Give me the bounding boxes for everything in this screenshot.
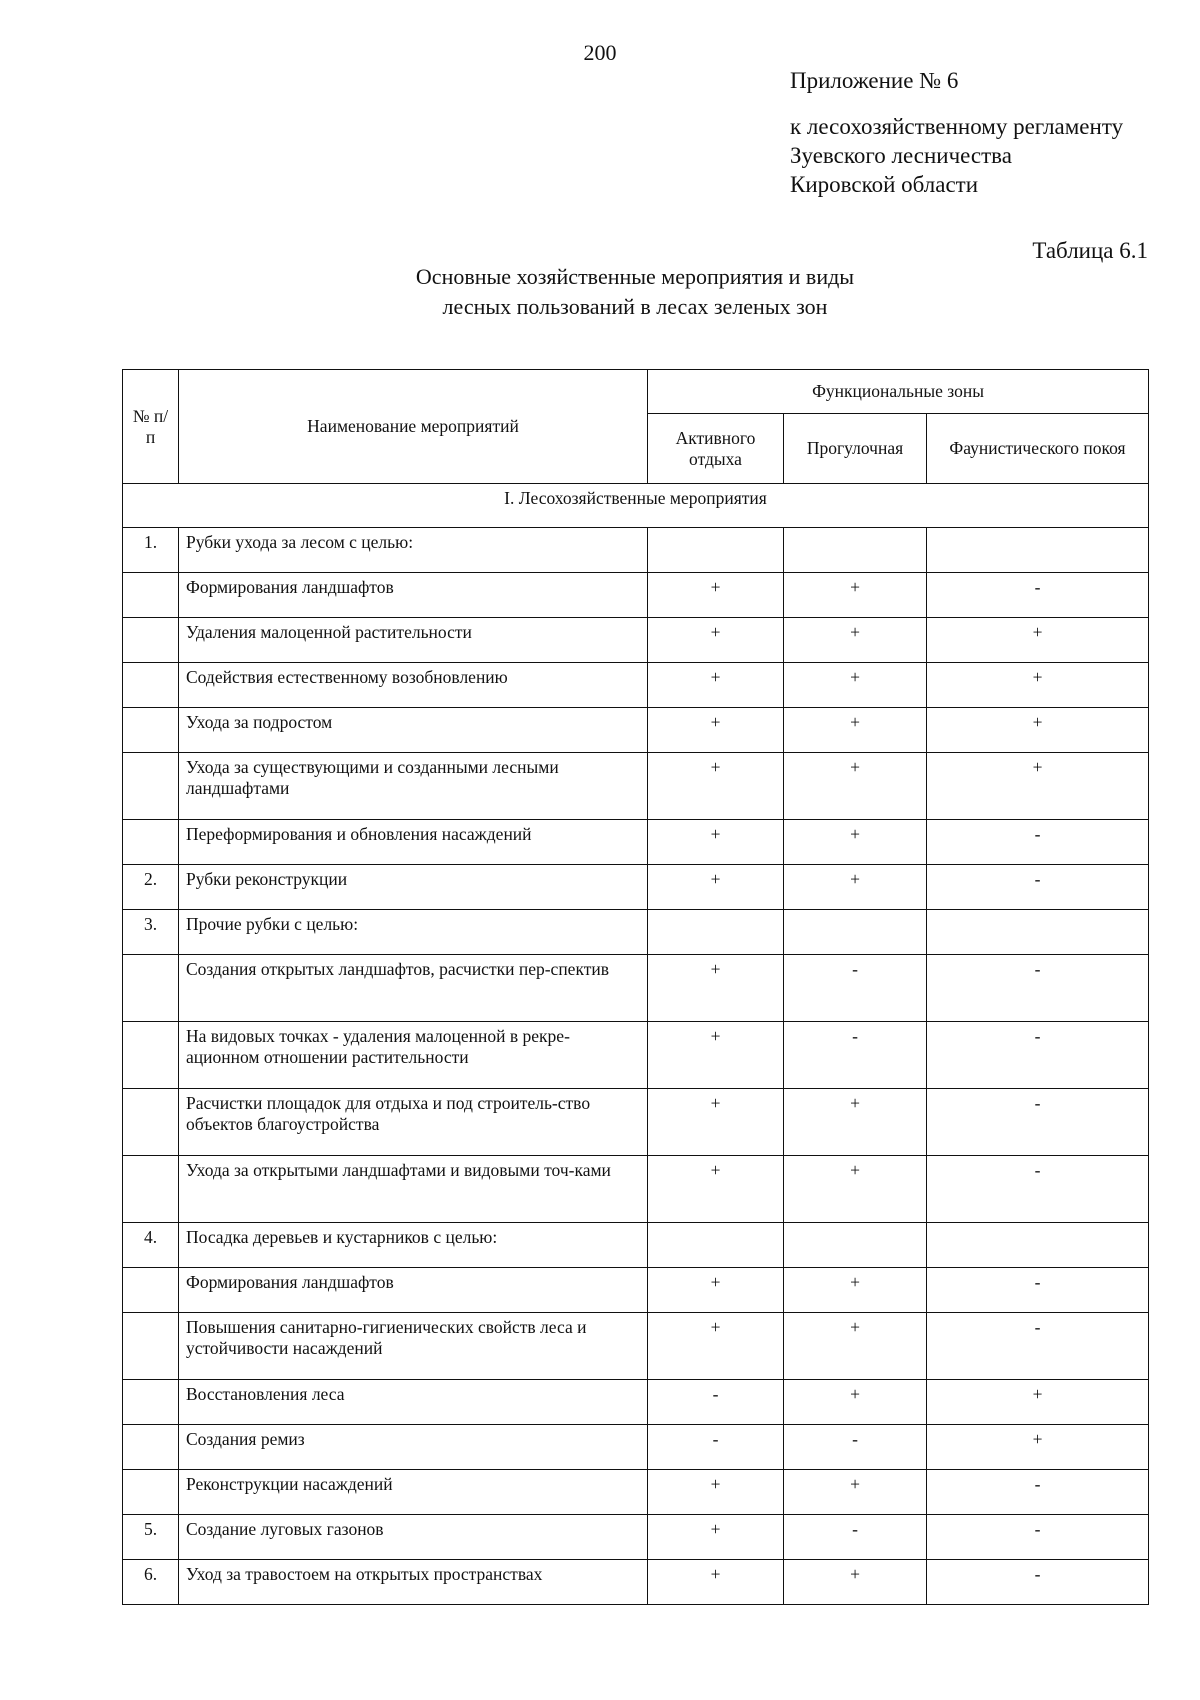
measure-name: Восстановления леса xyxy=(179,1380,648,1425)
appendix-line: Кировской области xyxy=(790,172,979,197)
mark-active-zone: + xyxy=(648,1470,784,1515)
header-zones: Функциональные зоны xyxy=(648,370,1149,414)
measure-name: Прочие рубки с целью: xyxy=(179,910,648,955)
header-zone-active: Активного отдыха xyxy=(648,414,784,484)
table-row xyxy=(123,1089,1149,1156)
table-row xyxy=(123,1380,1149,1425)
mark-fauna-zone: - xyxy=(927,865,1149,910)
row-number: 1. xyxy=(123,528,179,573)
table-row xyxy=(123,1223,1149,1268)
mark-walk-zone: + xyxy=(784,820,927,865)
row-number xyxy=(123,1156,179,1223)
mark-active-zone: + xyxy=(648,865,784,910)
table-row xyxy=(123,820,1149,865)
mark-walk-zone: + xyxy=(784,1560,927,1605)
row-number xyxy=(123,820,179,865)
mark-active-zone: + xyxy=(648,955,784,1022)
table-row xyxy=(123,1022,1149,1089)
measure-name: На видовых точках - удаления малоценной в рекре-ационном отношении растительности xyxy=(179,1022,648,1089)
mark-fauna-zone: - xyxy=(927,820,1149,865)
measures-table xyxy=(122,369,1149,1605)
mark-fauna-zone: - xyxy=(927,1268,1149,1313)
mark-active-zone: + xyxy=(648,1313,784,1380)
appendix-header xyxy=(790,66,1123,199)
measure-name: Рубки реконструкции xyxy=(179,865,648,910)
mark-walk-zone: + xyxy=(784,1156,927,1223)
mark-fauna-zone: - xyxy=(927,955,1149,1022)
row-number: 6. xyxy=(123,1560,179,1605)
header-name: Наименование мероприятий xyxy=(179,370,648,484)
table-row xyxy=(123,753,1149,820)
mark-fauna-zone: - xyxy=(927,1515,1149,1560)
mark-walk-zone: + xyxy=(784,865,927,910)
mark-walk-zone: + xyxy=(784,1470,927,1515)
mark-fauna-zone: + xyxy=(927,1425,1149,1470)
row-number: 3. xyxy=(123,910,179,955)
table-row xyxy=(123,1313,1149,1380)
measure-name: Расчистки площадок для отдыха и под строитель-ство объектов благоустройства xyxy=(179,1089,648,1156)
mark-fauna-zone xyxy=(927,1223,1149,1268)
mark-active-zone xyxy=(648,1223,784,1268)
mark-fauna-zone: + xyxy=(927,663,1149,708)
mark-fauna-zone: + xyxy=(927,618,1149,663)
mark-walk-zone: - xyxy=(784,1515,927,1560)
mark-fauna-zone: - xyxy=(927,1560,1149,1605)
mark-fauna-zone: - xyxy=(927,1089,1149,1156)
header-zone-fauna: Фаунистического покоя xyxy=(927,414,1149,484)
appendix-title: Приложение № 6 xyxy=(790,68,959,93)
mark-fauna-zone: + xyxy=(927,708,1149,753)
table-label: Таблица 6.1 xyxy=(1032,238,1148,263)
mark-active-zone: + xyxy=(648,1156,784,1223)
row-number xyxy=(123,955,179,1022)
table-row xyxy=(123,865,1149,910)
measure-name: Реконструкции насаждений xyxy=(179,1470,648,1515)
row-number xyxy=(123,1313,179,1380)
measure-name: Переформирования и обновления насаждений xyxy=(179,820,648,865)
table-row xyxy=(123,1425,1149,1470)
table-row xyxy=(123,1156,1149,1223)
row-number: 5. xyxy=(123,1515,179,1560)
header-num: № п/п xyxy=(123,370,179,484)
title-line: Основные хозяйственные мероприятия и виды xyxy=(415,264,855,289)
table-row xyxy=(123,663,1149,708)
mark-fauna-zone: - xyxy=(927,573,1149,618)
measure-name: Создания ремиз xyxy=(179,1425,648,1470)
mark-active-zone: + xyxy=(648,753,784,820)
measure-name: Создания открытых ландшафтов, расчистки пер-спектив xyxy=(179,955,648,1022)
appendix-line: Зуевского лесничества xyxy=(790,143,1012,168)
document-title xyxy=(300,262,970,322)
row-number xyxy=(123,1425,179,1470)
measure-name: Ухода за существующими и созданными лесными ландшафтами xyxy=(179,753,648,820)
measure-name: Создание луговых газонов xyxy=(179,1515,648,1560)
row-number xyxy=(123,573,179,618)
mark-active-zone: + xyxy=(648,1560,784,1605)
table-row xyxy=(123,528,1149,573)
measure-name: Ухода за подростом xyxy=(179,708,648,753)
section-title: I. Лесохозяйственные мероприятия xyxy=(123,484,1149,528)
mark-fauna-zone: - xyxy=(927,1022,1149,1089)
mark-fauna-zone: - xyxy=(927,1470,1149,1515)
mark-walk-zone: + xyxy=(784,1268,927,1313)
mark-active-zone: + xyxy=(648,708,784,753)
row-number: 2. xyxy=(123,865,179,910)
mark-fauna-zone: + xyxy=(927,1380,1149,1425)
row-number xyxy=(123,1470,179,1515)
mark-fauna-zone xyxy=(927,910,1149,955)
mark-walk-zone: + xyxy=(784,663,927,708)
row-number xyxy=(123,663,179,708)
mark-active-zone: + xyxy=(648,618,784,663)
appendix-line: к лесохозяйственному регламенту xyxy=(790,114,1124,139)
mark-active-zone: + xyxy=(648,663,784,708)
mark-active-zone: + xyxy=(648,573,784,618)
measure-name: Формирования ландшафтов xyxy=(179,573,648,618)
mark-walk-zone: - xyxy=(784,1022,927,1089)
table-row xyxy=(123,1268,1149,1313)
row-number xyxy=(123,1380,179,1425)
table-row xyxy=(123,618,1149,663)
row-number: 4. xyxy=(123,1223,179,1268)
mark-active-zone: + xyxy=(648,1022,784,1089)
mark-walk-zone: + xyxy=(784,753,927,820)
measure-name: Ухода за открытыми ландшафтами и видовыми точ-ками xyxy=(179,1156,648,1223)
mark-walk-zone: + xyxy=(784,618,927,663)
mark-walk-zone xyxy=(784,910,927,955)
row-number xyxy=(123,1022,179,1089)
mark-fauna-zone: - xyxy=(927,1313,1149,1380)
mark-active-zone: - xyxy=(648,1380,784,1425)
mark-active-zone: + xyxy=(648,1268,784,1313)
mark-active-zone: + xyxy=(648,1515,784,1560)
measure-name: Удаления малоценной растительности xyxy=(179,618,648,663)
mark-walk-zone xyxy=(784,528,927,573)
mark-fauna-zone: + xyxy=(927,753,1149,820)
table-row xyxy=(123,708,1149,753)
measure-name: Повышения санитарно-гигиенических свойств леса и устойчивости насаждений xyxy=(179,1313,648,1380)
table-row xyxy=(123,910,1149,955)
mark-active-zone: + xyxy=(648,820,784,865)
row-number xyxy=(123,708,179,753)
row-number xyxy=(123,618,179,663)
measure-name: Посадка деревьев и кустарников с целью: xyxy=(179,1223,648,1268)
mark-active-zone xyxy=(648,528,784,573)
mark-walk-zone xyxy=(784,1223,927,1268)
header-zone-walk: Прогулочная xyxy=(784,414,927,484)
table-row xyxy=(123,573,1149,618)
mark-walk-zone: + xyxy=(784,573,927,618)
measure-name: Содействия естественному возобновлению xyxy=(179,663,648,708)
table-row xyxy=(123,1470,1149,1515)
mark-active-zone xyxy=(648,910,784,955)
row-number xyxy=(123,1268,179,1313)
mark-walk-zone: - xyxy=(784,955,927,1022)
mark-walk-zone: + xyxy=(784,1380,927,1425)
table-row xyxy=(123,955,1149,1022)
mark-active-zone: + xyxy=(648,1089,784,1156)
table-row xyxy=(123,1515,1149,1560)
mark-walk-zone: + xyxy=(784,1313,927,1380)
mark-walk-zone: + xyxy=(784,1089,927,1156)
mark-walk-zone: + xyxy=(784,708,927,753)
measure-name: Рубки ухода за лесом с целью: xyxy=(179,528,648,573)
mark-active-zone: - xyxy=(648,1425,784,1470)
row-number xyxy=(123,1089,179,1156)
row-number xyxy=(123,753,179,820)
page-number: 200 xyxy=(583,40,617,65)
table-row xyxy=(123,1560,1149,1605)
mark-walk-zone: - xyxy=(784,1425,927,1470)
mark-fauna-zone: - xyxy=(927,1156,1149,1223)
title-line: лесных пользований в лесах зеленых зон xyxy=(442,294,828,319)
measure-name: Формирования ландшафтов xyxy=(179,1268,648,1313)
mark-fauna-zone xyxy=(927,528,1149,573)
measure-name: Уход за травостоем на открытых пространствах xyxy=(179,1560,648,1605)
